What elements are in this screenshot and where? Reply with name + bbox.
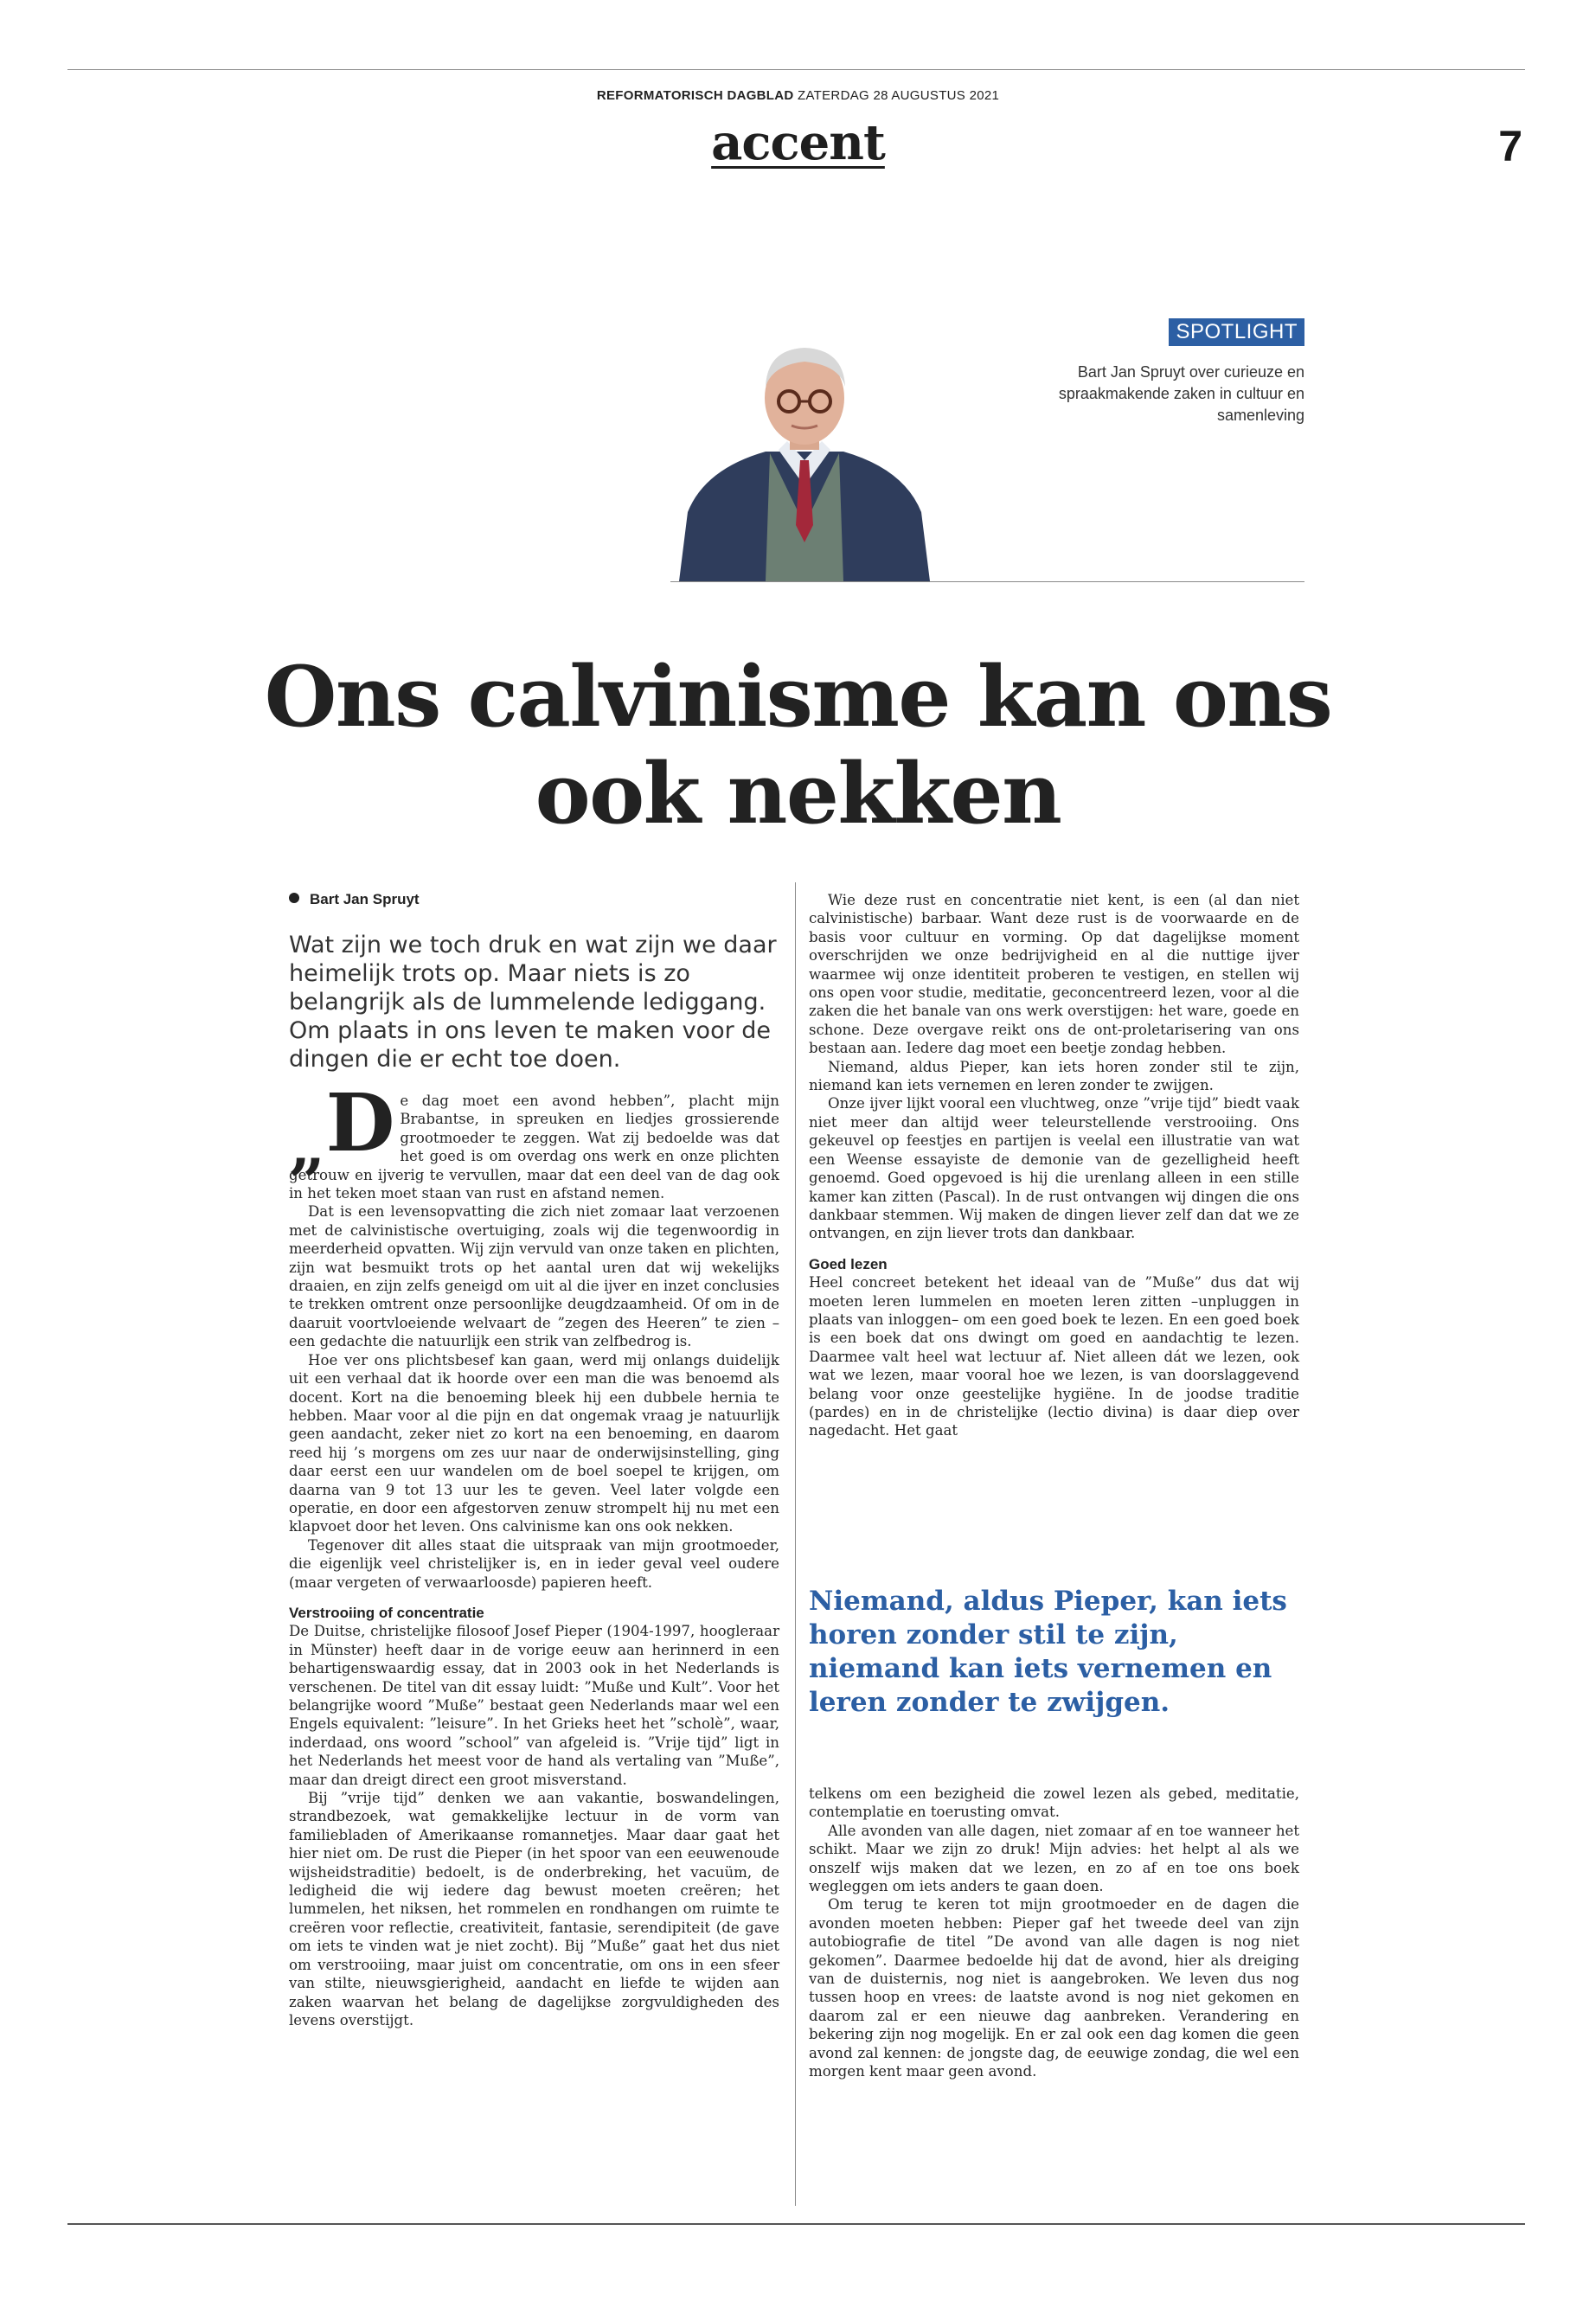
spotlight-label: SPOTLIGHT: [1169, 318, 1304, 346]
section-title: [0, 114, 1596, 171]
pull-quote: Niemand, aldus Pieper, kan iets horen zonder stil te zijn, niemand kan iets vernemen en leren zonder te zwijgen.: [809, 1586, 1287, 1718]
subhead: Verstrooiing of concentratie: [289, 1604, 484, 1621]
body-paragraph: Onze ijver lijkt vooral een vluchtweg, onze ”vrije tijd” biedt vaak niet meer dan altijd weer teleurstellende verstrooiing. Ons gekeuvel op feestjes en partijen is veelal een illustratie van wat een Weense essayiste de demonie van de gezelligheid heeft genoemd. Goed opgevoed is hij die urenlang alleen in een stille kamer kan zitten (Pascal). In de rust ontvangen wij dingen die ons dankbaar stemmen. Wij maken de dingen liever zelf dan dat we ze ontvangen, en zijn liever trots dan dankbaar.: [809, 1095, 1299, 1242]
section-name: accent: [711, 114, 885, 171]
body-paragraph: Wie deze rust en concentratie niet kent, is een (al dan niet calvinistische) barbaar. Want deze rust is de voorwaarde en de basis voor cultuur en vorming. Op dat dagelijkse moment overschrijden we onze bedrijvigheid en al die nuttige ijver waarmee wij onze identiteit proberen te vestigen, en stellen wij ons open voor studie, meditatie, geconcentreerd lezen, voor al die zaken die het banale van ons werk overstijgen: het ware, goede en schone. Deze overgave reikt ons de ont-proletarisering van ons bestaan aan. Iedere dag moet een beetje zondag hebben.: [809, 892, 1299, 1057]
dropcap: [289, 1076, 395, 1183]
body-paragraph: Heel concreet betekent het ideaal van de ”Muße” dus dat wij moeten leren lummelen en moeten leren zitten –unpluggen in plaats van inloggen– om een goed boek te lezen. En een goed boek is een boek dat ons dwingt om goed en aandachtig te lezen. Daarmee valt heel wat lectuur af. Niet alleen dát we lezen, ook wat we lezen, maar vooral hoe we lezen, is van doorslaggevend belang voor onze geestelijke hygiëne. In de joodse traditie (pardes) en in de christelijke (lectio divina) is daar diep over nagedacht. Het gaat: [809, 1274, 1299, 1439]
subhead: Goed lezen: [809, 1255, 888, 1272]
body-paragraph: Bij ”vrije tijd” denken we aan vakantie, boswandelingen, strandbezoek, wat gemakkelijke lectuur in de vorm van familiebladen of Amerikaanse romannetjes. Maar daar gaat het hier niet om. De rust die Pieper (in het spoor van een eeuwenoude wijsheidstraditie) bedoelt, is de onderbreking, het vacuüm, de ledigheid die wij iedere dag bewust moeten creëren; het lummelen, het niksen, het rommelen en rondhangen om ruimte te creëren voor reflectie, creativiteit, fantasie, serendipiteit (de gave om iets te vinden wat je niet zocht). Bij ”Muße” gaat het dus niet om verstrooiing, maar juist om concentratie, om ons in een sfeer van stilte, nieuwsgierigheid, aandacht en liefde te wijden aan zaken waarvan het belang de dagelijkse zorgvuldigheden des levens overstijgt.: [289, 1790, 779, 2029]
body-column-left: [289, 1076, 779, 2029]
masthead-line: [0, 88, 1596, 103]
body-paragraph: Hoe ver ons plichtsbesef kan gaan, werd mij onlangs duidelijk uit een verhaal dat ik hoorde over een man die was benoemd als docent. Kort na die benoeming bleek hij een dubbele hernia te hebben. Maar voor al die pijn en dat ongemak vraag je natuurlijk geen aandacht, zeker niet zo kort na een benoeming, en daarom reed hij ’s morgens om zes uur naar de onderwijsinstelling, ging daar eerst een uur wandelen om de boel soepel te krijgen, om daarna van 9 tot 13 uur les te geven. Veel later volgde een operatie, en door een afgestorven zenuw strompelt hij nu met een klapvoet door het leven. Ons calvinisme kan ons ook nekken.: [289, 1351, 779, 1535]
dropcap-quote: „: [289, 1109, 326, 1183]
spotlight-caption: Bart Jan Spruyt over curieuze en spraakmakende zaken in cultuur en samenleving: [1058, 363, 1304, 424]
bottom-rule: [67, 2223, 1525, 2225]
top-rule: [67, 69, 1525, 70]
body-paragraph: Om terug te keren tot mijn grootmoeder en de dagen die avonden moeten hebben: Pieper gaf het tweede deel van zijn autobiografie de titel ”De avond van alle dagen is nog niet gekomen”. Daarmee bedoelde hij dat de avond, hier als dreiging van de duisternis, nog niet is aangebroken. We leven dus nog tussen hoop en vrees: de laatste avond is nog niet gekomen en daarom zal er een nieuwe dag aanbreken. Verandering en bekering zijn nog mogelijk. En er zal ook een dag komen die geen avond zal kennen: de jongste dag, de eeuwige zondag, die wel een morgen kent maar geen avond.: [809, 1896, 1299, 2080]
dropcap-letter: D: [325, 1076, 395, 1170]
body-column-right-bottom: [809, 1785, 1299, 2081]
lead-paragraph: Wat zijn we toch druk en wat zijn we daar heimelijk trots op. Maar niets is zo belangrijk als de lummelende lediggang. Om plaats in ons leven te maken voor de dingen die er echt toe doen.: [289, 932, 777, 1073]
body-paragraph: Niemand, aldus Pieper, kan iets horen zonder stil te zijn, niemand kan iets vernemen en leren zonder te zwijgen.: [809, 1058, 1299, 1094]
headline: Ons calvinisme kan ons ook nekken: [264, 648, 1332, 843]
body-column-right-top: [809, 891, 1299, 1440]
body-paragraph: De Duitse, christelijke filosoof Josef Pieper (1904-1997, hoogleraar in Münster) heeft daar in de vorige eeuw aan herinnerd in een behartigenswaardig essay, dat in 2003 ook in het Nederlands is verschenen. De titel van dit essay luidt: ”Muße und Kult”. Voor het belangrijke woord ”Muße” bestaat geen Nederlands maar wel een Engels equivalent: ”leisure”. In het Grieks heet het ”scholè”, waar, inderdaad, ons woord ”school” van afgeleid is. ”Vrije tijd” ligt in het Nederlands het meest voor de hand als vertaling van ”Muße”, maar dan dreigt direct een groot misverstand.: [289, 1623, 779, 1788]
byline-author: Bart Jan Spruyt: [310, 891, 420, 907]
byline: [289, 891, 420, 908]
body-paragraph: Dat is een levensopvatting die zich niet zomaar laat verzoenen met de calvinistische overtuiging, zoals wij die tegenwoordig in meerderheid opvatten. Wij zijn vervuld van onze taken en plichten, zijn wat besmuikt trots op het aantal uren dat wij wekelijks draaien, en zijn zelfs geneigd om uit al die ijver en inzet conclusies te trekken omtrent onze persoonlijke deugdzaamheid. Of om in de daaruit voortvloeiende welvaart de ”zegen des Heeren” te zien – een gedachte die natuurlijk een strik van zelfbedrog is.: [289, 1203, 779, 1350]
body-paragraph: Alle avonden van alle dagen, niet zomaar af en toe wanneer het schikt. Maar we zijn zo druk! Mijn advies: het helpt al als we onszelf wijs maken dat we lezen, en zo af en toe ons boek wegleggen om iets anders te gaan doen.: [809, 1822, 1299, 1895]
spotlight-rule: [670, 581, 1304, 582]
body-paragraph: e dag moet een avond hebben”, placht mijn Brabantse, in spreuken en liedjes grossierende grootmoeder te zeggen. Wat zij bedoelde was dat het goed is om overdag ons werk en onze plichten getrouw en ijverig te vervullen, maar dat een deel van de dag ook in het teken moet staan van rust en afstand nemen.: [289, 1093, 779, 1202]
issue-date: ZATERDAG 28 AUGUSTUS 2021: [798, 88, 1000, 103]
column-divider: [795, 882, 796, 2206]
author-portrait: [670, 339, 939, 581]
page-number: 7: [1498, 122, 1522, 170]
body-paragraph: telkens om een bezigheid die zowel lezen als gebed, meditatie, contemplatie en toerusting omvat.: [809, 1785, 1299, 1821]
byline-bullet: [289, 893, 299, 903]
newspaper-name: REFORMATORISCH DAGBLAD: [596, 88, 794, 103]
body-paragraph: Tegenover dit alles staat die uitspraak van mijn grootmoeder, die eigenlijk veel christelijker is, en in ieder geval veel oudere (maar vergeten of verwaarloosde) papieren heeft.: [289, 1536, 779, 1591]
